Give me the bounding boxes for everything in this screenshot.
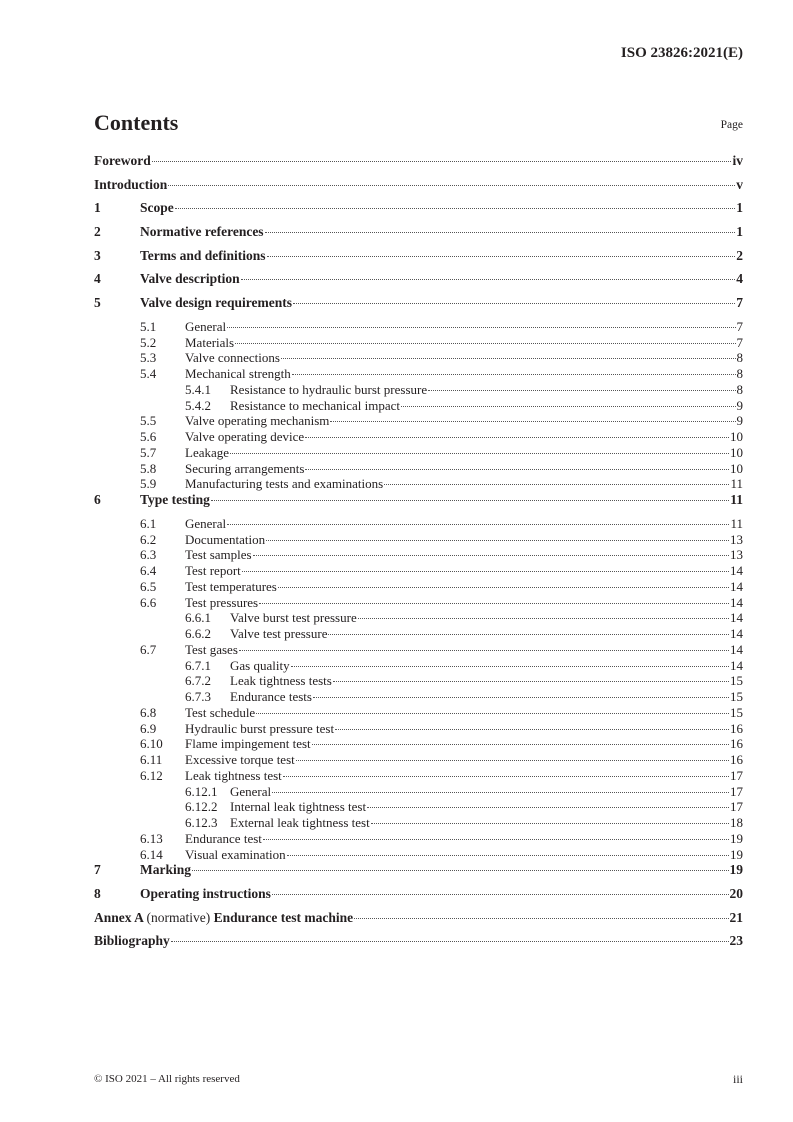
document-id-header: ISO 23826:2021(E) [620, 45, 743, 61]
toc-entry[interactable] [94, 382, 743, 398]
toc-entry-title-text: Flame impingement test [185, 736, 311, 752]
toc-entry-title-text: Resistance to hydraulic burst pressure [230, 381, 428, 397]
toc-entry-title-text: Valve burst test pressure [230, 610, 357, 626]
toc-entry-number: 5.7 [140, 444, 157, 460]
toc-entry[interactable] [94, 563, 743, 579]
toc-entry-title [230, 815, 370, 831]
toc-entry[interactable] [94, 516, 743, 532]
toc-entry-number: 6.2 [140, 531, 157, 547]
toc-entry-page: 17 [730, 767, 743, 783]
toc-entry-title [185, 429, 304, 445]
toc-entry-page: 1 [736, 200, 743, 216]
toc-entry-page: 1 [736, 224, 743, 240]
toc-entry-title-text: Terms and definitions [140, 247, 266, 263]
toc-entry-number: 5.4.1 [185, 381, 211, 397]
toc-entry-page: 13 [730, 531, 743, 547]
toc-entry-title [230, 784, 271, 800]
dot-leader [330, 421, 735, 422]
toc-entry[interactable] [94, 626, 743, 642]
toc-entry-page: 9 [736, 397, 743, 413]
toc-entry-page: 15 [730, 673, 743, 689]
toc-entry[interactable] [94, 335, 743, 351]
dot-leader [278, 587, 729, 588]
toc-entry-page: 14 [730, 610, 743, 626]
toc-entry-page: 7 [736, 295, 743, 311]
toc-entry-title [140, 492, 210, 508]
toc-entry-title-text: Test pressures [185, 594, 259, 610]
annex-type: (normative) [146, 909, 211, 925]
toc-entry-title [140, 224, 264, 240]
toc-entry-title [185, 847, 286, 863]
toc-entry-page: 14 [730, 641, 743, 657]
toc-entry-number: 6.3 [140, 547, 157, 563]
toc-entry-page: 23 [729, 933, 743, 949]
toc-entry-title [230, 398, 400, 414]
toc-entry-page: 11 [730, 492, 743, 508]
toc-entry-title-text: Endurance test [185, 830, 262, 846]
toc-entry[interactable] [94, 768, 743, 784]
toc-entry-number: 3 [94, 247, 101, 263]
toc-entry-title [230, 626, 327, 642]
toc-entry-title [230, 610, 357, 626]
toc-entry-number: 6.12.1 [185, 783, 218, 799]
toc-entry[interactable] [94, 595, 743, 611]
toc-entry-title [140, 295, 292, 311]
toc-entry-title [185, 705, 255, 721]
toc-entry[interactable] [94, 736, 743, 752]
toc-entry-page: 16 [730, 752, 743, 767]
toc-entry-title [94, 153, 151, 169]
toc-entry-number: 6.7.3 [185, 689, 211, 704]
dot-leader [305, 469, 729, 470]
dot-leader [367, 807, 729, 808]
toc-entry-title-text: Securing arrangements [185, 460, 305, 476]
dot-leader [239, 650, 729, 651]
toc-entry-number: 6.10 [140, 736, 163, 752]
toc-entry-number: 6.5 [140, 578, 157, 594]
toc-entry-title-text: Test gases [185, 641, 238, 657]
toc-entry-number: 5.5 [140, 413, 157, 429]
toc-entry[interactable] [94, 271, 743, 295]
toc-entry-number: 6.6 [140, 594, 157, 610]
toc-entry-page: 17 [730, 799, 743, 815]
dot-leader [272, 792, 729, 793]
toc-entry-title-text: General [185, 318, 227, 334]
toc-entry-title [185, 752, 295, 768]
toc-entry-title-text: Documentation [185, 531, 266, 547]
toc-entry-title [185, 461, 304, 477]
toc-entry-title [230, 382, 427, 398]
copyright-footer: © ISO 2021 – All rights reserved [94, 1073, 240, 1085]
dot-leader [354, 918, 728, 919]
toc-entry[interactable] [94, 658, 743, 674]
dot-leader [241, 279, 736, 280]
toc-entry[interactable] [94, 153, 743, 177]
toc-entry[interactable] [94, 295, 743, 319]
toc-entry-page: 21 [729, 909, 743, 925]
toc-entry[interactable] [94, 910, 743, 934]
toc-entry-page: 19 [730, 846, 743, 862]
toc-entry-number: 6.1 [140, 515, 157, 531]
toc-entry-number: 6.9 [140, 720, 157, 736]
toc-entry-title-text: Valve connections [185, 350, 280, 366]
toc-entry-number: 4 [94, 271, 101, 287]
toc-entry-title [230, 799, 366, 815]
toc-entry[interactable] [94, 319, 743, 335]
toc-entry[interactable] [94, 933, 743, 957]
toc-entry-page: v [736, 176, 743, 192]
toc-entry-title [230, 658, 290, 674]
toc-entry[interactable] [94, 224, 743, 248]
dot-leader [305, 437, 729, 438]
toc-entry-title-text: Valve operating mechanism [185, 413, 330, 429]
toc-entry-title [185, 721, 334, 737]
toc-entry-number: 5.4.2 [185, 397, 211, 413]
toc-entry-title [94, 177, 167, 193]
toc-entry[interactable] [94, 461, 743, 477]
toc-entry-page: 2 [736, 247, 743, 263]
toc-entry-number: 6.14 [140, 846, 163, 862]
toc-entry-title-text: Bibliography [94, 933, 170, 949]
toc-entry-title [185, 563, 241, 579]
toc-entry-page: 8 [736, 366, 743, 382]
toc-entry-number: 6 [94, 492, 101, 508]
dot-leader [168, 185, 735, 186]
toc-entry[interactable] [94, 689, 743, 705]
toc-entry-title-text: Hydraulic burst pressure test [185, 720, 335, 736]
toc-entry-title [185, 831, 262, 847]
toc-entry-title-text: Valve test pressure [230, 626, 328, 641]
toc-entry-number: 5.4 [140, 366, 157, 382]
toc-entry-title-text: Materials [185, 334, 235, 350]
toc-entry-title [230, 689, 312, 705]
toc-entry-page: 11 [730, 476, 743, 492]
dot-leader [313, 697, 729, 698]
toc-entry-title-text: Valve design requirements [140, 295, 293, 311]
dot-leader [266, 540, 729, 541]
toc-entry-page: 19 [729, 862, 743, 878]
toc-entry-title [94, 910, 353, 926]
dot-leader [253, 555, 729, 556]
dot-leader [428, 390, 735, 391]
dot-leader [256, 713, 729, 714]
dot-leader [292, 374, 736, 375]
toc-entry[interactable] [94, 799, 743, 815]
toc-entry-title [230, 673, 332, 689]
toc-entry-page: 16 [730, 720, 743, 736]
dot-leader [296, 760, 729, 761]
toc-entry[interactable] [94, 492, 743, 516]
toc-entry-title [185, 366, 291, 382]
toc-entry-page: 10 [730, 460, 743, 476]
toc-entry[interactable] [94, 398, 743, 414]
dot-leader [267, 256, 736, 257]
toc-entry-number: 5.3 [140, 350, 157, 366]
toc-entry-title-text: Endurance test machine [213, 909, 354, 925]
toc-entry-number: 6.7 [140, 641, 157, 657]
toc-entry-page: 4 [736, 271, 743, 287]
dot-leader [333, 681, 729, 682]
toc-entry-title [140, 271, 240, 287]
dot-leader [230, 453, 729, 454]
toc-entry-page: iv [732, 153, 743, 168]
toc-entry[interactable] [94, 248, 743, 272]
toc-entry-title [185, 445, 229, 461]
dot-leader [272, 894, 729, 895]
toc-entry-number: 6.11 [140, 752, 163, 767]
toc-entry-page: 15 [730, 689, 743, 704]
toc-entry-title-text: Visual examination [185, 846, 286, 862]
toc-entry-page: 18 [730, 815, 743, 830]
toc-entry[interactable] [94, 177, 743, 201]
toc-entry-number: 6.12.2 [185, 799, 218, 815]
toc-entry-title-text: General [185, 515, 227, 531]
dot-leader [287, 855, 729, 856]
toc-entry-title [140, 248, 266, 264]
page-column-label: Page [720, 119, 743, 131]
toc-entry-number: 6.4 [140, 563, 157, 578]
toc-entry-title [185, 532, 265, 548]
dot-leader [293, 303, 735, 304]
toc-entry-title [140, 862, 191, 878]
toc-entry-page: 16 [730, 736, 743, 752]
toc-entry-page: 10 [730, 429, 743, 445]
toc-entry-page: 7 [736, 334, 743, 350]
toc-entry-title [185, 476, 383, 492]
dot-leader [152, 161, 732, 162]
toc-entry-number: 6.7.1 [185, 657, 211, 673]
toc-entry-title [94, 933, 170, 949]
toc-entry-title [185, 350, 280, 366]
toc-entry-number: 5.6 [140, 429, 157, 445]
toc-entry[interactable] [94, 752, 743, 768]
toc-entry[interactable] [94, 445, 743, 461]
table-of-contents [94, 153, 743, 957]
toc-entry-title-text: Test temperatures [185, 578, 277, 594]
toc-entry-number: 8 [94, 885, 101, 901]
dot-leader [211, 500, 729, 501]
toc-entry-page: 13 [730, 547, 743, 563]
toc-entry-title [185, 642, 238, 658]
toc-entry[interactable] [94, 579, 743, 595]
toc-entry-title-text: Test schedule [185, 704, 256, 720]
toc-entry[interactable] [94, 532, 743, 548]
dot-leader [283, 776, 729, 777]
toc-entry-title-text: Scope [140, 200, 174, 216]
toc-entry-number: 6.7.2 [185, 673, 211, 689]
toc-entry-title [185, 335, 234, 351]
dot-leader [242, 571, 729, 572]
toc-entry-title-text: Test report [185, 563, 241, 578]
toc-entry[interactable] [94, 610, 743, 626]
toc-entry-title-text: Introduction [94, 176, 168, 192]
toc-entry-title-text: General [230, 783, 272, 799]
dot-leader [259, 603, 729, 604]
toc-entry-title [185, 579, 277, 595]
toc-entry-title-text: Normative references [140, 224, 264, 240]
toc-entry-title-text: Valve description [140, 271, 240, 287]
toc-entry-number: 7 [94, 862, 101, 878]
toc-entry-title-text: Marking [140, 862, 192, 878]
toc-entry-number: 6.6.2 [185, 626, 211, 641]
toc-entry-title-text: Manufacturing tests and examinations [185, 476, 384, 492]
toc-entry-title-text: Foreword [94, 153, 151, 168]
toc-entry-title [185, 547, 252, 563]
toc-entry-title-text: Type testing [140, 492, 210, 508]
toc-entry-page: 14 [730, 626, 743, 641]
toc-entry-number: 5.8 [140, 460, 157, 476]
toc-entry-number: 5 [94, 295, 101, 311]
toc-entry-title-text: Leakage [185, 444, 230, 460]
dot-leader [227, 524, 729, 525]
toc-entry-page: 11 [730, 515, 743, 531]
toc-entry-title [185, 768, 282, 784]
toc-entry-number: 1 [94, 200, 101, 216]
dot-leader [171, 941, 729, 942]
toc-entry-page: 14 [730, 657, 743, 673]
page-title: Contents [94, 110, 179, 135]
dot-leader [263, 839, 729, 840]
toc-entry-title-text: Operating instructions [140, 885, 271, 901]
toc-entry-page: 7 [736, 318, 743, 334]
toc-entry[interactable] [94, 847, 743, 863]
toc-entry[interactable] [94, 413, 743, 429]
toc-entry[interactable] [94, 815, 743, 831]
toc-entry-title [185, 516, 226, 532]
toc-entry-number: 6.8 [140, 704, 157, 720]
toc-entry[interactable] [94, 642, 743, 658]
dot-leader [227, 327, 735, 328]
toc-entry-title [140, 200, 174, 216]
dot-leader [312, 744, 729, 745]
toc-entry-page: 19 [730, 830, 743, 846]
dot-leader [192, 870, 728, 871]
toc-entry-number: 6.6.1 [185, 610, 211, 626]
toc-entry-number: 2 [94, 224, 101, 240]
toc-entry[interactable] [94, 547, 743, 563]
toc-entry[interactable] [94, 673, 743, 689]
toc-entry-title-text: External leak tightness test [230, 815, 370, 830]
toc-entry-title [185, 413, 329, 429]
dot-leader [265, 232, 736, 233]
toc-entry[interactable] [94, 366, 743, 382]
dot-leader [281, 358, 736, 359]
toc-entry-page: 14 [730, 594, 743, 610]
toc-entry-title [140, 886, 271, 902]
toc-entry-title-text: Internal leak tightness test [230, 799, 367, 815]
toc-entry-title [185, 736, 311, 752]
toc-entry[interactable] [94, 429, 743, 445]
dot-leader [235, 343, 735, 344]
toc-entry-page: 14 [730, 578, 743, 594]
annex-label: Annex A [94, 909, 144, 925]
toc-entry-number: 5.1 [140, 318, 157, 334]
toc-entry-number: 6.13 [140, 830, 163, 846]
toc-entry[interactable] [94, 784, 743, 800]
toc-entry-title [185, 595, 258, 611]
toc-entry-title-text: Resistance to mechanical impact [230, 397, 401, 413]
toc-entry-title-text: Mechanical strength [185, 366, 291, 382]
toc-entry-page: 10 [730, 444, 743, 460]
toc-entry-title-text: Leak tightness tests [230, 673, 332, 689]
dot-leader [358, 618, 729, 619]
toc-entry-title-text: Leak tightness test [185, 767, 282, 783]
toc-entry-page: 15 [730, 704, 743, 720]
dot-leader [384, 484, 729, 485]
toc-entry-title-text: Valve operating device [185, 429, 305, 445]
toc-entry-page: 17 [730, 783, 743, 799]
dot-leader [401, 406, 735, 407]
toc-entry-page: 20 [729, 885, 743, 901]
toc-entry[interactable] [94, 200, 743, 224]
toc-entry[interactable] [94, 350, 743, 366]
toc-entry[interactable] [94, 721, 743, 737]
toc-entry-title-text: Gas quality [230, 657, 290, 673]
toc-entry-title [185, 319, 226, 335]
dot-leader [328, 634, 729, 635]
toc-entry-title-text: Test samples [185, 547, 252, 563]
toc-entry[interactable] [94, 705, 743, 721]
toc-entry-title-text: Excessive torque test [185, 752, 295, 767]
toc-entry[interactable] [94, 862, 743, 886]
toc-entry-page: 8 [736, 381, 743, 397]
toc-entry-page: 9 [736, 413, 743, 429]
toc-entry-number: 6.12.3 [185, 815, 218, 830]
toc-entry-number: 5.9 [140, 476, 157, 492]
toc-entry-page: 14 [730, 563, 743, 578]
dot-leader [175, 208, 736, 209]
toc-entry-number: 6.12 [140, 767, 163, 783]
toc-entry[interactable] [94, 831, 743, 847]
toc-entry-number: 5.2 [140, 334, 157, 350]
footer-page-number: iii [732, 1072, 743, 1086]
dot-leader [291, 666, 729, 667]
dot-leader [335, 729, 729, 730]
dot-leader [371, 823, 729, 824]
toc-entry[interactable] [94, 886, 743, 910]
toc-entry-page: 8 [736, 350, 743, 366]
toc-entry-title-text: Endurance tests [230, 689, 312, 704]
toc-entry[interactable] [94, 476, 743, 492]
